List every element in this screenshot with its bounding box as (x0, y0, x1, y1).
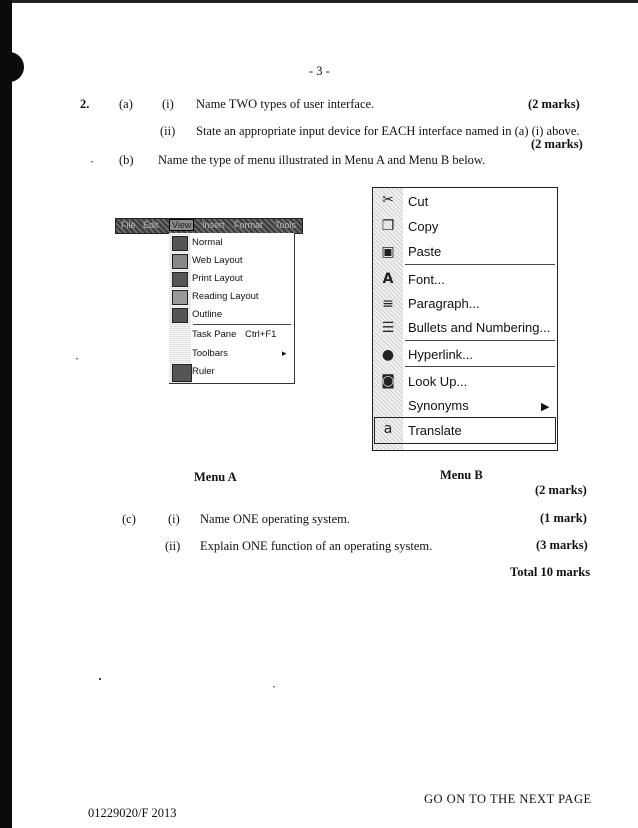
lookup-icon: ◙ (381, 373, 395, 389)
submenu-arrow-icon: ▸ (282, 349, 287, 359)
menubar-insert: Insert (202, 220, 225, 230)
scan-top-edge (0, 0, 638, 3)
menubar-format: Format (234, 220, 263, 230)
menubar-view: View (169, 219, 194, 231)
part-b-marks: (2 marks) (535, 483, 587, 497)
menu-b-item-paragraph[interactable]: Paragraph... (408, 296, 480, 311)
part-a-i-marks: (2 marks) (528, 97, 580, 111)
paste-icon: ▣ (381, 244, 395, 260)
menu-b-item-hyperlink[interactable]: Hyperlink... (408, 347, 474, 362)
menu-b-separator (405, 366, 555, 367)
menu-b-figure (372, 187, 558, 451)
menu-a-caption: Menu A (194, 470, 237, 484)
part-b-text: Name the type of menu illustrated in Menu A and Menu B below. (158, 153, 486, 167)
scan-left-edge (0, 0, 12, 828)
ruler-icon (172, 364, 192, 382)
total-marks: Total 10 marks (510, 565, 591, 579)
paper-code: 01229020/F 2013 (88, 806, 177, 820)
menu-a-item-reading-layout[interactable]: Reading Layout (192, 291, 259, 302)
print-layout-icon (172, 272, 188, 287)
menu-a-item-web-layout[interactable]: Web Layout (192, 255, 243, 266)
part-c-label: (c) (122, 512, 136, 526)
normal-view-icon (172, 236, 188, 251)
part-c-ii-marks: (3 marks) (536, 538, 588, 552)
menu-a-item-print-layout[interactable]: Print Layout (192, 273, 243, 284)
part-c-ii-text: Explain ONE function of an operating system. (200, 539, 433, 553)
menubar-tools: Tools (275, 220, 297, 230)
menu-a-item-ruler[interactable]: Ruler (192, 366, 215, 377)
web-layout-icon (172, 254, 188, 269)
menu-b-highlight (374, 417, 556, 444)
scan-dot: · (272, 680, 277, 694)
menu-b-caption: Menu B (440, 468, 483, 482)
menu-b-separator (405, 264, 555, 265)
scissors-icon: ✂ (382, 192, 394, 208)
menu-a-item-normal[interactable]: Normal (192, 237, 223, 248)
part-a-ii-text: State an appropriate input device for EACH interface named in (a) (i) above. (196, 124, 580, 138)
submenu-arrow-icon: ▶ (541, 400, 550, 413)
menu-a-shortcut: Ctrl+F1 (245, 329, 277, 340)
menubar-edit: Edit (143, 220, 159, 230)
page-number: - 3 - (309, 64, 330, 78)
part-a-i-label: (i) (162, 97, 174, 111)
binding-hole (0, 52, 24, 82)
translate-icon: a (383, 421, 393, 437)
menu-a-item-task-pane[interactable]: Task Pane (192, 329, 237, 340)
menu-b-item-cut[interactable]: Cut (408, 194, 429, 209)
part-a-ii-label: (ii) (160, 124, 176, 138)
paragraph-icon: ≡ (382, 296, 394, 312)
menu-b-item-copy[interactable]: Copy (408, 219, 439, 234)
menu-a-item-toolbars[interactable]: Toolbars (192, 348, 228, 359)
bullets-icon: ☰ (381, 320, 395, 336)
margin-dot: · (90, 155, 95, 169)
menu-b-item-bullets[interactable]: Bullets and Numbering... (408, 320, 551, 335)
reading-layout-icon (172, 290, 188, 305)
menu-a-menubar (115, 218, 303, 234)
scan-dot: · (75, 352, 80, 366)
menu-b-item-lookup[interactable]: Look Up... (408, 374, 468, 389)
scan-dot: · (98, 672, 103, 686)
menubar-file: File (121, 220, 136, 230)
part-c-i-text: Name ONE operating system. (200, 512, 350, 526)
menu-a-separator (193, 324, 291, 325)
menu-b-item-font[interactable]: Font... (408, 272, 445, 287)
question-number: 2. (80, 97, 90, 111)
part-c-ii-label: (ii) (165, 539, 181, 553)
part-a-i-text: Name TWO types of user interface. (196, 97, 375, 111)
menu-a-item-outline[interactable]: Outline (192, 309, 223, 320)
part-c-i-marks: (1 mark) (540, 511, 587, 525)
part-a-label: (a) (119, 97, 133, 111)
part-a-ii-marks: (2 marks) (531, 137, 583, 151)
hyperlink-icon: ● (381, 347, 395, 363)
menu-b-item-translate[interactable]: Translate (408, 423, 462, 438)
menu-b-separator (405, 340, 555, 341)
menu-b-item-synonyms[interactable]: Synonyms (408, 398, 469, 413)
menu-b-item-paste[interactable]: Paste (408, 244, 442, 259)
go-on-notice: GO ON TO THE NEXT PAGE (424, 792, 592, 806)
part-c-i-label: (i) (168, 512, 180, 526)
font-icon: A (382, 271, 394, 287)
copy-icon: ❐ (381, 218, 395, 234)
part-b-label: (b) (119, 153, 134, 167)
outline-icon (172, 308, 188, 323)
menu-a-figure (115, 218, 301, 388)
